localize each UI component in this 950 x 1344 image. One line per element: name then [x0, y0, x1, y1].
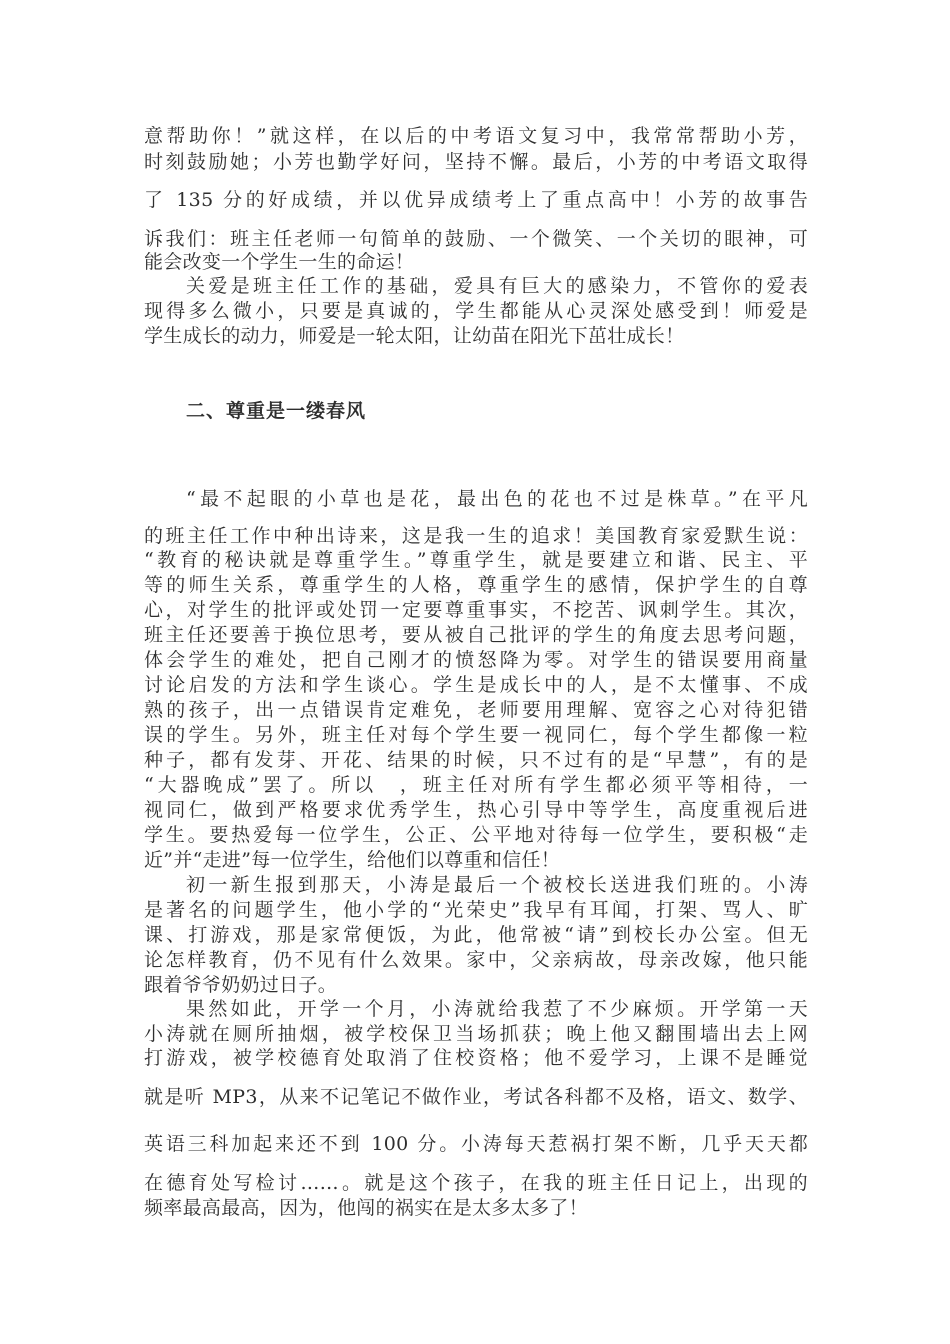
text-line: 误的学生。另外，班主任对每个学生要一视同仁，每个学生都像一粒 [144, 724, 808, 746]
text-line: 现得多么微小，只要是真诚的，学生都能从心灵深处感受到！师爱是 [144, 300, 808, 322]
text-line: “教育的秘诀就是尊重学生。”尊重学生，就是要建立和谐、民主、平 [144, 549, 808, 571]
text-line: “大器晚成”罢了。所以 ，班主任对所有学生都必须平等相待，一 [144, 774, 808, 796]
text-line: 频率最高最高，因为，他闯的祸实在是太多太多了！ [144, 1197, 588, 1219]
text-line: 是著名的问题学生，他小学的“光荣史”我早有耳闻，打架、骂人、旷 [144, 899, 808, 921]
text-line: 关爱是班主任工作的基础，爱具有巨大的感染力，不管你的爱表 [186, 275, 808, 297]
text-line: 能会改变一个学生一生的命运！ [144, 251, 415, 273]
text-line: 体会学生的难处，把自己刚才的愤怒降为零。对学生的错误要用商量 [144, 649, 808, 671]
text-line: 等的师生关系，尊重学生的人格，尊重学生的感情，保护学生的自尊 [144, 574, 808, 596]
text-line: 学生。要热爱每一位学生，公正、公平地对待每一位学生，要积极“走 [144, 824, 808, 846]
text-line: 的班主任工作中种出诗来，这是我一生的追求！美国教育家爱默生说： [144, 525, 808, 547]
text-line: 近”并“走进”每一位学生，给他们以尊重和信任！ [144, 849, 561, 871]
text-line: 心，对学生的批评或处罚一定要尊重事实，不挖苦、讽刺学生。其次， [144, 599, 808, 621]
text-line: “最不起眼的小草也是花，最出色的花也不过是株草。”在平凡 [186, 488, 808, 510]
text-line: 就是听 MP3，从来不记笔记不做作业，考试各科都不及格，语文、数学、 [144, 1086, 808, 1108]
text-line: 讨论启发的方法和学生谈心。学生是成长中的人，是不太懂事、不成 [144, 674, 808, 696]
section-heading: 二、尊重是一缕春风 [186, 400, 367, 422]
text-line: 在德育处写检讨……。就是这个孩子，在我的班主任日记上，出现的 [144, 1172, 808, 1194]
text-line: 视同仁，做到严格要求优秀学生，热心引导中等学生，高度重视后进 [144, 799, 808, 821]
text-line: 诉我们：班主任老师一句简单的鼓励、一个微笑、一个关切的眼神，可 [144, 228, 808, 250]
text-line: 种子，都有发芽、开花、结果的时候，只不过有的是“早慧”，有的是 [144, 749, 808, 771]
text-line: 英语三科加起来还不到 100 分。小涛每天惹祸打架不断，几乎天天都 [144, 1133, 808, 1155]
text-line: 课、打游戏，那是家常便饭，为此，他常被“请”到校长办公室。但无 [144, 924, 808, 946]
text-line: 了 135 分的好成绩，并以优异成绩考上了重点高中！小芳的故事告 [144, 189, 808, 211]
text-line: 熟的孩子，出一点错误肯定难免，老师要用理解、宽容之心对待犯错 [144, 699, 808, 721]
text-line: 初一新生报到那天，小涛是最后一个被校长送进我们班的。小涛 [186, 874, 808, 896]
text-line: 打游戏，被学校德育处取消了住校资格；他不爱学习，上课不是睡觉 [144, 1047, 808, 1069]
text-line: 跟着爷爷奶奶过日子。 [144, 974, 338, 996]
text-line: 意帮助你！”就这样，在以后的中考语文复习中，我常常帮助小芳， [144, 125, 808, 147]
text-line: 学生成长的动力，师爱是一轮太阳，让幼苗在阳光下茁壮成长！ [144, 325, 685, 347]
text-line: 论怎样教育，仍不见有什么效果。家中，父亲病故，母亲改嫁，他只能 [144, 949, 808, 971]
text-line: 果然如此，开学一个月，小涛就给我惹了不少麻烦。开学第一天 [186, 998, 808, 1020]
text-line: 时刻鼓励她；小芳也勤学好问，坚持不懈。最后，小芳的中考语文取得 [144, 151, 808, 173]
text-line: 小涛就在厕所抽烟，被学校保卫当场抓获；晚上他又翻围墙出去上网 [144, 1023, 808, 1045]
text-line: 班主任还要善于换位思考，要从被自己批评的学生的角度去思考问题， [144, 624, 808, 646]
